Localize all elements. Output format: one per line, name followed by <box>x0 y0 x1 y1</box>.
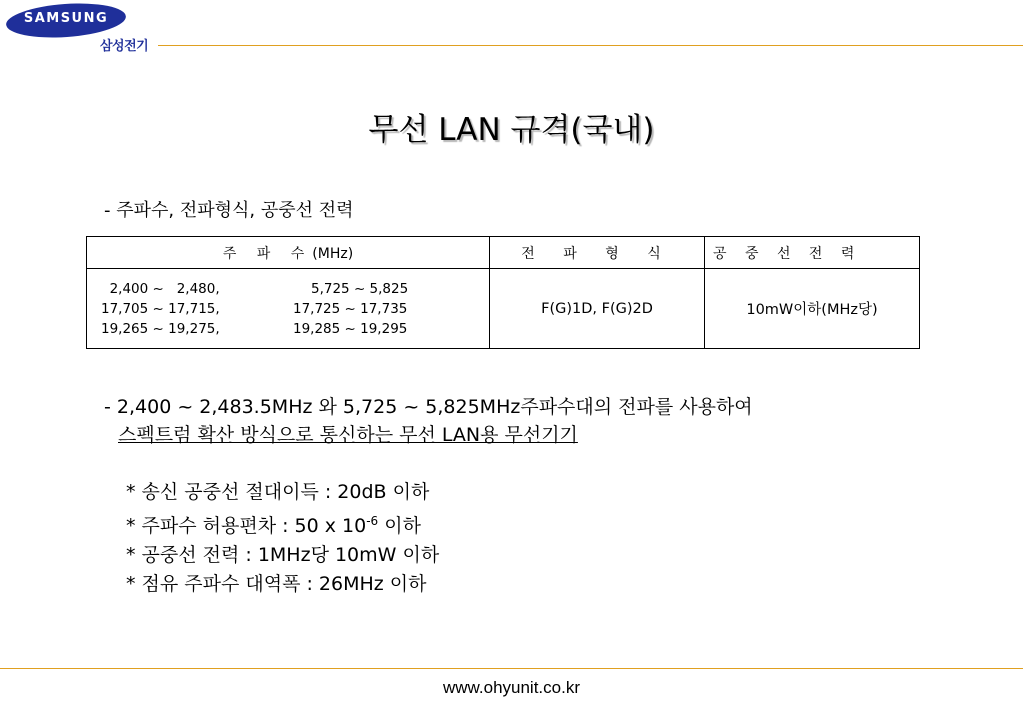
list-item <box>126 507 439 541</box>
samsung-logo <box>4 2 164 52</box>
frequency-range: 17,705 ~ 17,715, <box>101 300 220 317</box>
list-item-text: * 주파수 허용편차 : 50 x 10 <box>126 515 367 537</box>
spec-table <box>86 236 920 349</box>
footer-rule <box>0 668 1023 669</box>
header-emission-type: 전 파 형 식 <box>490 237 705 269</box>
list-item-suffix: 이하 <box>378 515 421 537</box>
frequency-range: 17,725 ~ 17,735 <box>293 300 408 317</box>
frequency-range: 19,285 ~ 19,295 <box>293 320 408 337</box>
footer-url: www.ohyunit.co.kr <box>443 678 580 697</box>
frequency-line <box>87 279 489 299</box>
list-item: * 공중선 전력 : 1MHz당 10mW 이하 <box>126 544 440 566</box>
header-rule <box>158 45 1023 46</box>
frequency-range: 2,400 ~ 2,480, <box>101 280 220 297</box>
header-frequency-label: 주 파 수 <box>222 245 313 262</box>
description-line-1: - 2,400 ~ 2,483.5MHz 와 5,725 ~ 5,825MHz주파수대의 전파를 사용하여 <box>104 396 753 418</box>
exponent: -6 <box>366 514 379 528</box>
description-paragraph <box>104 393 753 449</box>
emission-type-cell: F(G)1D, F(G)2D <box>490 269 705 349</box>
description-line-2: 스펙트럼 확산 방식으로 통신하는 무선 LAN용 무선기기 <box>118 424 578 446</box>
logo-text: SAMSUNG <box>23 11 109 26</box>
frequency-range: 19,265 ~ 19,275, <box>101 320 220 337</box>
company-name: 삼성전기 <box>100 39 149 54</box>
table-header-row <box>87 237 920 269</box>
header-antenna-power: 공 중 선 전 력 <box>705 237 920 269</box>
header-frequency-unit: (MHz) <box>312 245 354 262</box>
list-item: * 점유 주파수 대역폭 : 26MHz 이하 <box>126 573 427 595</box>
requirements-list <box>126 478 439 599</box>
page-title: 무선 LAN 규격(국내) <box>368 112 655 148</box>
list-item: * 송신 공중선 절대이득 : 20dB 이하 <box>126 481 430 503</box>
frequency-cell <box>87 269 490 349</box>
table-row <box>87 269 920 349</box>
frequency-line <box>87 319 489 339</box>
frequency-line <box>87 299 489 319</box>
header-frequency <box>87 237 490 269</box>
antenna-power-cell: 10mW이하(MHz당) <box>705 269 920 349</box>
section-subheading: - 주파수, 전파형식, 공중선 전력 <box>104 200 354 221</box>
frequency-range: 5,725 ~ 5,825 <box>311 280 409 297</box>
